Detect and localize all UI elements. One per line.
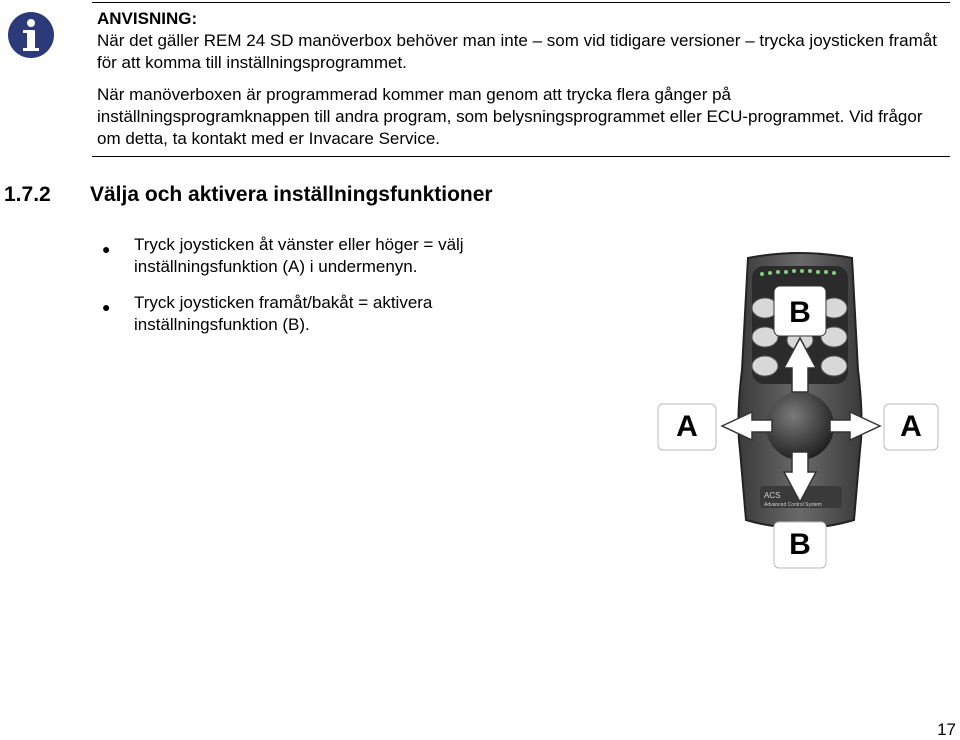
note-box [97, 8, 937, 150]
page-number: 17 [937, 720, 956, 739]
section-number: 1.7.2 [4, 183, 51, 206]
bullet-dot-icon: ● [102, 299, 111, 315]
section-heading [4, 182, 493, 208]
info-icon [6, 10, 56, 60]
label-a-left: A [676, 410, 698, 443]
label-a-right: A [900, 410, 922, 443]
label-b-top: B [789, 296, 811, 329]
list-item-text: Tryck joysticken åt vänster eller höger = välj inställningsfunktion (A) i undermenyn. [134, 235, 464, 276]
joystick-figure [640, 240, 940, 580]
note-paragraph-1: När det gäller REM 24 SD manöverbox behöver man inte – som vid tidigare versioner – trycka joysticken framåt för att komma till inställningsprogrammet. [97, 31, 937, 72]
list-item [100, 234, 540, 278]
top-rule [92, 2, 950, 3]
bottom-rule [92, 156, 950, 157]
note-paragraph-2: När manöverboxen är programmerad kommer man genom att trycka flera gånger på inställningsprogramknappen till andra program, som belysningsprogrammet eller ECU-programmet. Vid frågor om detta, ta kontakt med er Invacare Service. [97, 85, 923, 148]
list-item [100, 292, 540, 336]
bullet-dot-icon: ● [102, 241, 111, 257]
list-item-text: Tryck joysticken framåt/bakåt = aktivera inställningsfunktion (B). [134, 293, 433, 334]
label-b-bottom: B [789, 528, 811, 561]
section-title: Välja och aktivera inställningsfunktioner [90, 183, 493, 206]
note-title: ANVISNING: [97, 9, 198, 28]
device-text: ACS [764, 491, 781, 500]
device-subtext: Advanced Control System [764, 502, 822, 508]
bullet-list [100, 234, 540, 350]
